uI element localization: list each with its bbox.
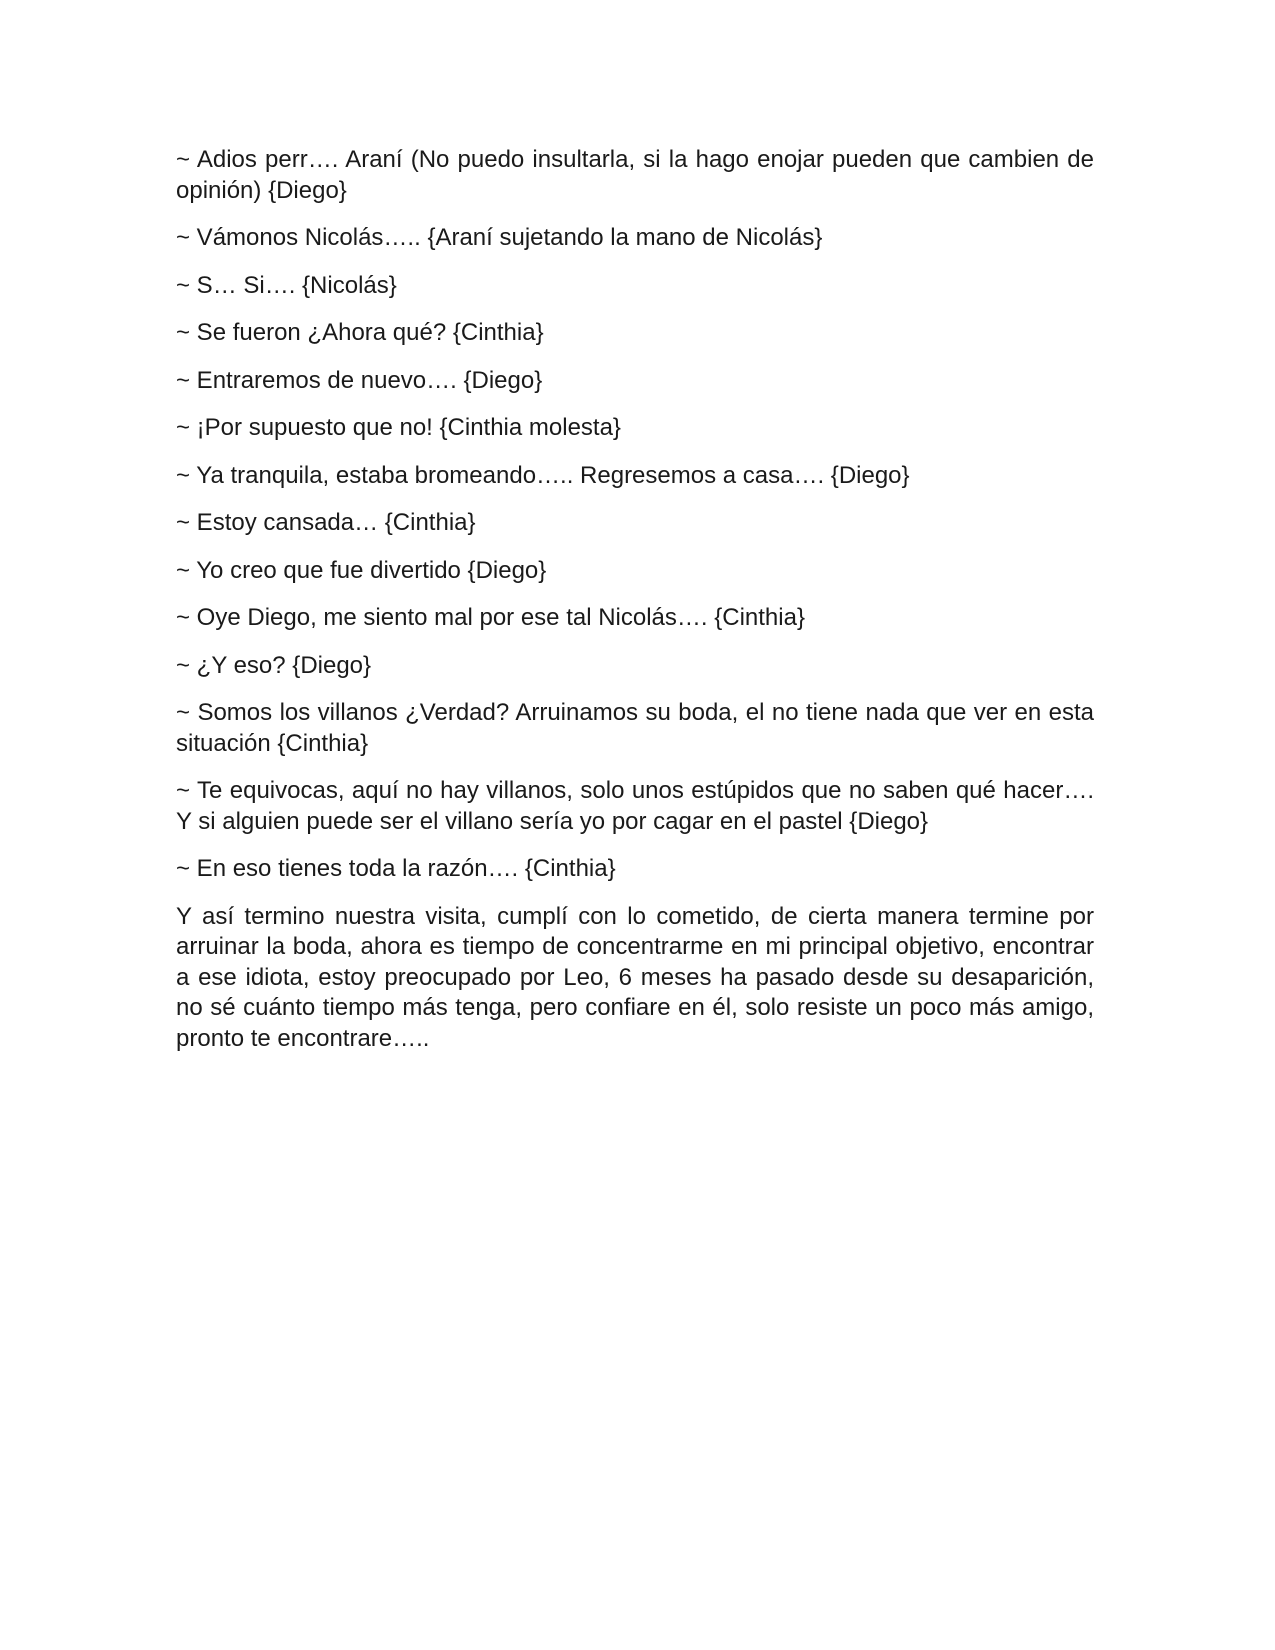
paragraph: ~ Estoy cansada… {Cinthia} <box>176 509 476 536</box>
paragraph: ~ Ya tranquila, estaba bromeando….. Regresemos a casa…. {Diego} <box>176 461 910 489</box>
paragraph: ~ Yo creo que fue divertido {Diego} <box>176 556 547 584</box>
paragraph: ~ ¿Y eso? {Diego} <box>176 651 372 679</box>
paragraph: ~ Te equivocas, aquí no hay villanos, solo unos estúpidos que no saben qué hacer…. Y si alguien puede ser el villano sería yo por cagar en el pastel {Diego} <box>176 777 1094 835</box>
document-body <box>176 145 1094 1071</box>
paragraph: ~ Adios perr…. Araní (No puedo insultarla, si la hago enojar pueden que cambien de opinión) {Diego} <box>176 146 1094 204</box>
paragraph: ~ Entraremos de nuevo…. {Diego} <box>176 366 543 394</box>
paragraph: ~ S… Si…. {Nicolás} <box>176 271 397 299</box>
paragraph: ~ ¡Por supuesto que no! {Cinthia molesta} <box>176 414 621 441</box>
paragraph: ~ Oye Diego, me siento mal por ese tal Nicolás…. {Cinthia} <box>176 604 805 631</box>
paragraph: ~ Vámonos Nicolás….. {Araní sujetando la mano de Nicolás} <box>176 224 823 251</box>
paragraph: ~ Se fueron ¿Ahora qué? {Cinthia} <box>176 319 544 346</box>
paragraph: ~ En eso tienes toda la razón…. {Cinthia} <box>176 855 616 882</box>
paragraph: ~ Somos los villanos ¿Verdad? Arruinamos su boda, el no tiene nada que ver en esta situación {Cinthia} <box>176 699 1094 757</box>
paragraph: Y así termino nuestra visita, cumplí con lo cometido, de cierta manera termine por arruinar la boda, ahora es tiempo de concentrarme en mi principal objetivo, encontrar a ese idiota, estoy preocupado por Leo, 6 meses ha pasado desde su desaparición, no sé cuánto tiempo más tenga, pero confiare en él, solo resiste un poco más amigo, pronto te encontrare….. <box>176 902 1094 1052</box>
